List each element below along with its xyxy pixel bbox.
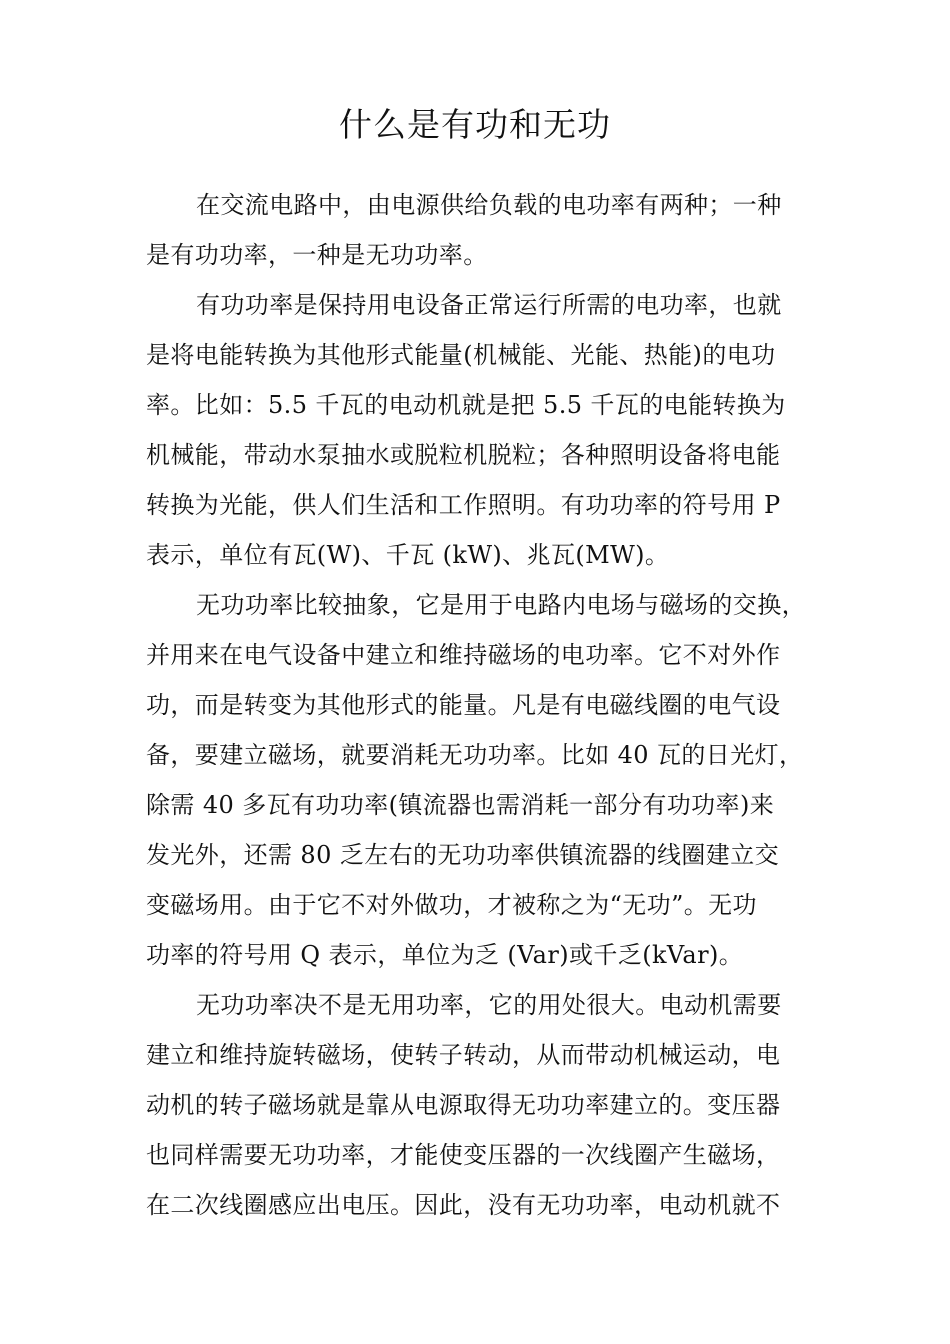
text-line: 建立和维持旋转磁场，使转子转动，从而带动机械运动，电 bbox=[146, 1041, 781, 1069]
text-line: 表示，单位有瓦(W)、千瓦 (kW)、兆瓦(MW)。 bbox=[146, 541, 670, 569]
document-body bbox=[146, 180, 826, 1230]
text-line: 并用来在电气设备中建立和维持磁场的电功率。它不对外作 bbox=[146, 641, 781, 669]
text-line: 功，而是转变为其他形式的能量。凡是有电磁线圈的电气设 bbox=[146, 691, 781, 719]
paragraph-3 bbox=[146, 580, 826, 980]
text-line: 发光外，还需 80 乏左右的无功功率供镇流器的线圈建立交 bbox=[146, 841, 779, 869]
text-line: 除需 40 多瓦有功功率(镇流器也需消耗一部分有功功率)来 bbox=[146, 791, 775, 819]
text-line: 是将电能转换为其他形式能量(机械能、光能、热能)的电功 bbox=[146, 341, 776, 369]
paragraph-4 bbox=[146, 980, 826, 1230]
text-line: 是有功功率，一种是无功功率。 bbox=[146, 241, 488, 269]
text-line: 动机的转子磁场就是靠从电源取得无功功率建立的。变压器 bbox=[146, 1091, 781, 1119]
text-line: 率。比如：5.5 千瓦的电动机就是把 5.5 千瓦的电能转换为 bbox=[146, 391, 786, 419]
text-line: 无功功率决不是无用功率，它的用处很大。电动机需要 bbox=[196, 991, 782, 1019]
text-line: 功率的符号用 Q 表示，单位为乏 (Var)或千乏(kVar)。 bbox=[146, 941, 744, 969]
paragraph-2 bbox=[146, 280, 826, 580]
text-line: 机械能，带动水泵抽水或脱粒机脱粒；各种照明设备将电能 bbox=[146, 441, 781, 469]
document-title: 什么是有功和无功 bbox=[339, 105, 611, 144]
text-line: 有功功率是保持用电设备正常运行所需的电功率，也就 bbox=[196, 291, 782, 319]
text-line: 在二次线圈感应出电压。因此，没有无功功率，电动机就不 bbox=[146, 1191, 781, 1219]
text-line: 转换为光能，供人们生活和工作照明。有功功率的符号用 P bbox=[146, 491, 781, 519]
text-line: 也同样需要无功功率，才能使变压器的一次线圈产生磁场， bbox=[146, 1141, 781, 1169]
paragraph-1 bbox=[146, 180, 826, 280]
text-line: 备，要建立磁场，就要消耗无功功率。比如 40 瓦的日光灯， bbox=[146, 741, 804, 769]
text-line: 无功功率比较抽象，它是用于电路内电场与磁场的交换， bbox=[196, 591, 806, 619]
text-line: 变磁场用。由于它不对外做功，才被称之为“无功”。无功 bbox=[146, 891, 757, 919]
text-line: 在交流电路中，由电源供给负载的电功率有两种；一种 bbox=[196, 191, 782, 219]
